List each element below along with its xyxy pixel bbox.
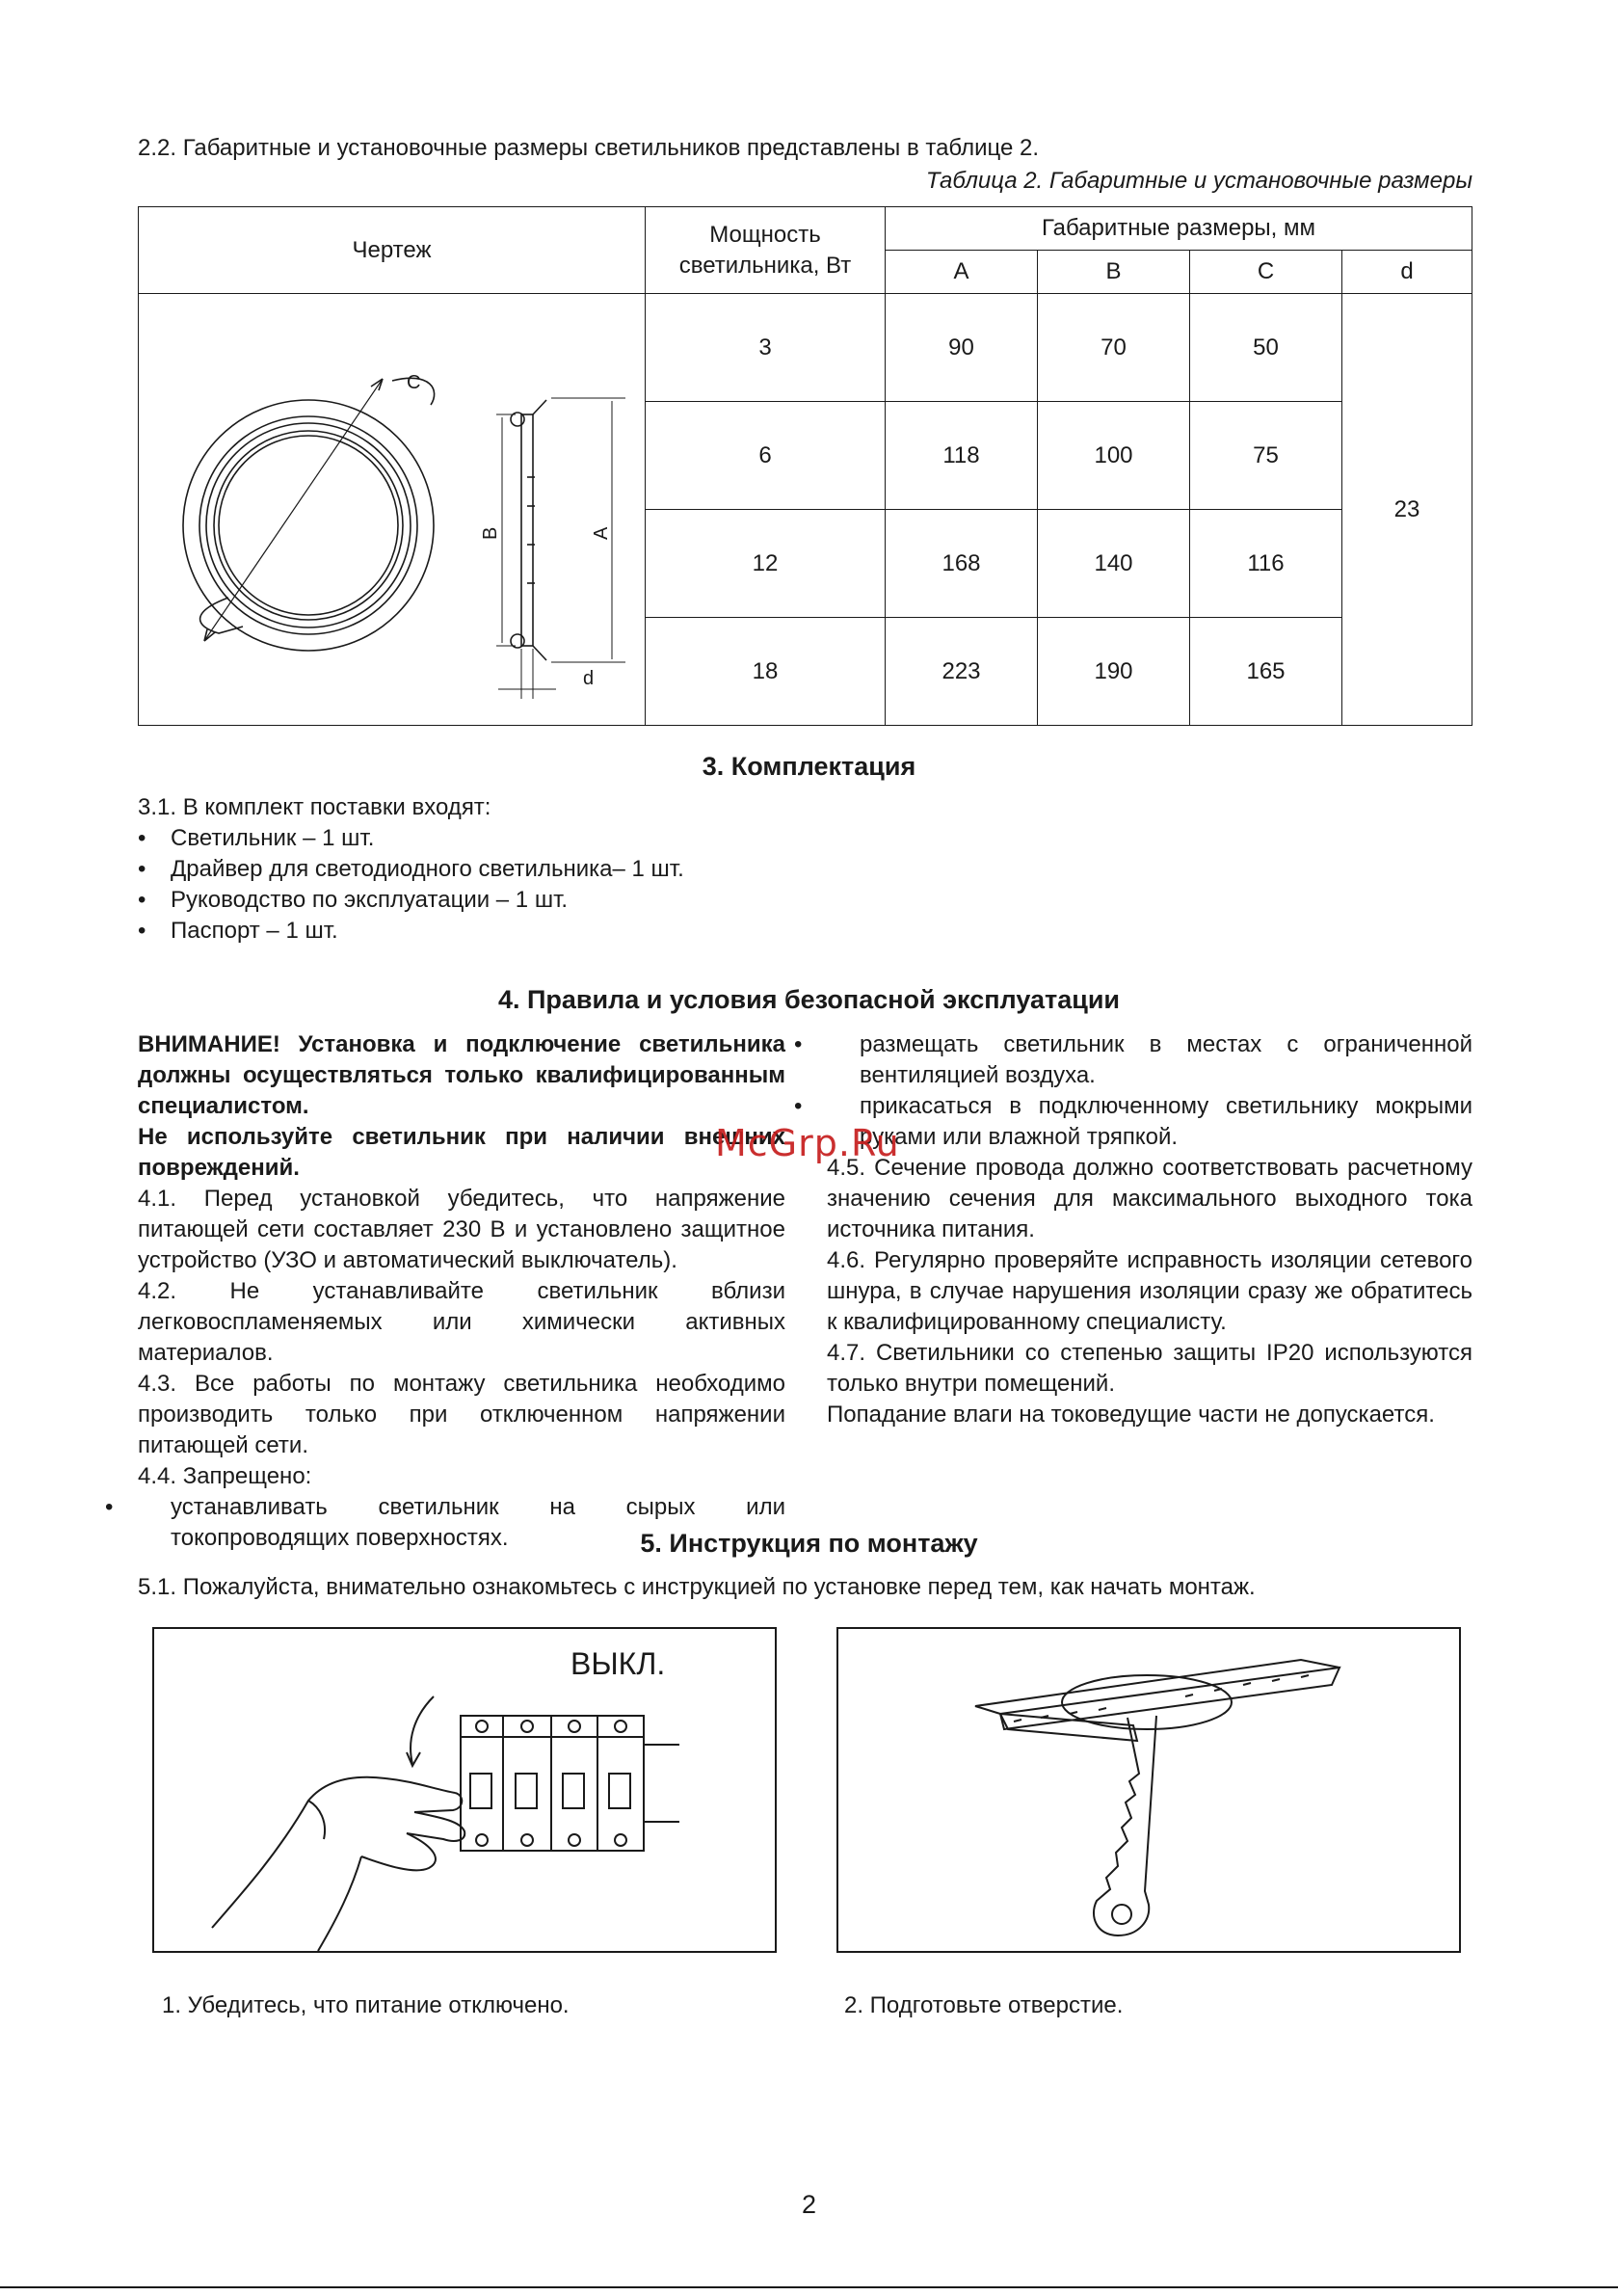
kit-item: Светильник – 1 шт. bbox=[171, 825, 375, 851]
list-item: • прикасаться в подключенному светильнику мокрыми руками или влажной тряпкой. bbox=[794, 1093, 1472, 1150]
list-item: • устанавливать светильник на сырых или токопроводящих поверхностях. bbox=[105, 1494, 785, 1551]
table-caption: Таблица 2. Габаритные и установочные размеры bbox=[925, 168, 1472, 194]
list-item: • Руководство по эксплуатации – 1 шт. bbox=[138, 887, 569, 913]
row-c: 50 bbox=[1190, 294, 1342, 402]
kit-item: Драйвер для светодиодного светильника– 1 шт. bbox=[171, 856, 684, 882]
page-number: 2 bbox=[801, 2190, 817, 2219]
row-a: 223 bbox=[886, 618, 1038, 726]
kit-list bbox=[138, 792, 684, 947]
footer-rule bbox=[0, 2286, 1618, 2288]
row-power: 6 bbox=[646, 402, 886, 510]
row-c: 165 bbox=[1190, 618, 1342, 726]
header-dims: Габаритные размеры, мм bbox=[886, 207, 1472, 251]
row-b: 100 bbox=[1038, 402, 1190, 510]
header-a: A bbox=[886, 251, 1038, 294]
para-4-6: 4.6. Регулярно проверяйте исправность изоляции сетевого шнура, в случае нарушения изоляции сразу же обратитесь к квалифицированному специалисту. bbox=[827, 1247, 1472, 1335]
header-b: B bbox=[1038, 251, 1190, 294]
row-a: 90 bbox=[886, 294, 1038, 402]
list-item: • Светильник – 1 шт. bbox=[138, 825, 375, 851]
off-label: ВЫКЛ. bbox=[570, 1646, 666, 1681]
row-b: 70 bbox=[1038, 294, 1190, 402]
forbidden-item-3: прикасаться в подключенному светильнику мокрыми руками или влажной тряпкой. bbox=[860, 1093, 1472, 1150]
row-a: 118 bbox=[886, 402, 1038, 510]
row-a: 168 bbox=[886, 510, 1038, 618]
step2-caption: 2. Подготовьте отверстие. bbox=[844, 1992, 1124, 2018]
row-b: 190 bbox=[1038, 618, 1190, 726]
ceiling-saw-icon bbox=[838, 1629, 1459, 1951]
illustration-switch-off bbox=[152, 1627, 777, 1953]
row-power: 12 bbox=[646, 510, 886, 618]
row-c: 116 bbox=[1190, 510, 1342, 618]
para-4-1: 4.1. Перед установкой убедитесь, что напряжение питающей сети составляет 230 В и установлено защитное устройство (УЗО и автоматический выключатель). bbox=[138, 1186, 785, 1273]
warning-qualified: ВНИМАНИЕ! Установка и подключение светильника должны осуществляться только квалифицированным специалистом. bbox=[138, 1031, 785, 1119]
label-a: A bbox=[590, 526, 612, 540]
breaker-hand-icon bbox=[154, 1629, 775, 1951]
header-drawing: Чертеж bbox=[139, 207, 646, 294]
forbidden-item-2: размещать светильник в местах с ограниченной вентиляцией воздуха. bbox=[860, 1031, 1472, 1088]
para-4-2: 4.2. Не устанавливайте светильник вблизи легковоспламеняемых или химически активных материалов. bbox=[138, 1278, 785, 1366]
drawing-cell bbox=[139, 294, 646, 726]
header-c: C bbox=[1190, 251, 1342, 294]
section5-lead: 5.1. Пожалуйста, внимательно ознакомьтесь с инструкцией по установке перед тем, как начать монтаж. bbox=[138, 1574, 1256, 1600]
row-power: 3 bbox=[646, 294, 886, 402]
forbidden-item-1: устанавливать светильник на сырых или токопроводящих поверхностях. bbox=[171, 1494, 785, 1551]
kit-lead: 3.1. В комплект поставки входят: bbox=[138, 794, 491, 820]
section4-left-column bbox=[105, 1029, 785, 1554]
list-item: • размещать светильник в местах с ограниченной вентиляцией воздуха. bbox=[794, 1031, 1472, 1088]
watermark: McGrp.Ru bbox=[715, 1122, 900, 1164]
luminaire-drawing bbox=[151, 313, 633, 699]
para-4-3: 4.3. Все работы по монтажу светильника необходимо производить только при отключенном напряжении питающей сети. bbox=[138, 1371, 785, 1458]
row-power: 18 bbox=[646, 618, 886, 726]
section4-title: 4. Правила и условия безопасной эксплуатации bbox=[497, 985, 1121, 1014]
header-d: d bbox=[1342, 251, 1472, 294]
header-power: Мощность светильника, Вт bbox=[646, 207, 886, 294]
list-item: • Драйвер для светодиодного светильника– 1 шт. bbox=[138, 856, 684, 882]
para-4-5: 4.5. Сечение провода должно соответствовать расчетному значению сечения для максимального выходного тока источника питания. bbox=[827, 1155, 1472, 1242]
illustration-cut-hole bbox=[836, 1627, 1461, 1953]
step1-caption: 1. Убедитесь, что питание отключено. bbox=[162, 1992, 570, 2018]
section5-title: 5. Инструкция по монтажу bbox=[640, 1529, 978, 1558]
para-4-8: Попадание влаги на токоведущие части не допускается. bbox=[827, 1402, 1435, 1428]
kit-item: Паспорт – 1 шт. bbox=[171, 918, 338, 944]
section3-title: 3. Комплектация bbox=[702, 752, 916, 781]
row-b: 140 bbox=[1038, 510, 1190, 618]
para-4-4: 4.4. Запрещено: bbox=[138, 1463, 312, 1489]
row-c: 75 bbox=[1190, 402, 1342, 510]
label-c: C bbox=[406, 372, 420, 393]
para-4-7: 4.7. Светильники со степенью защиты IP20 используются только внутри помещений. bbox=[827, 1340, 1472, 1397]
intro-text: 2.2. Габаритные и установочные размеры светильников представлены в таблице 2. bbox=[138, 135, 1040, 161]
kit-item: Руководство по эксплуатации – 1 шт. bbox=[171, 887, 569, 913]
label-b: B bbox=[479, 526, 501, 540]
dimensions-table bbox=[138, 206, 1472, 726]
warning-damage: Не используйте светильник при наличии внешних повреждений. bbox=[138, 1124, 785, 1181]
list-item: • Паспорт – 1 шт. bbox=[138, 918, 338, 944]
d-value: 23 bbox=[1342, 294, 1472, 726]
label-d: d bbox=[582, 668, 594, 689]
